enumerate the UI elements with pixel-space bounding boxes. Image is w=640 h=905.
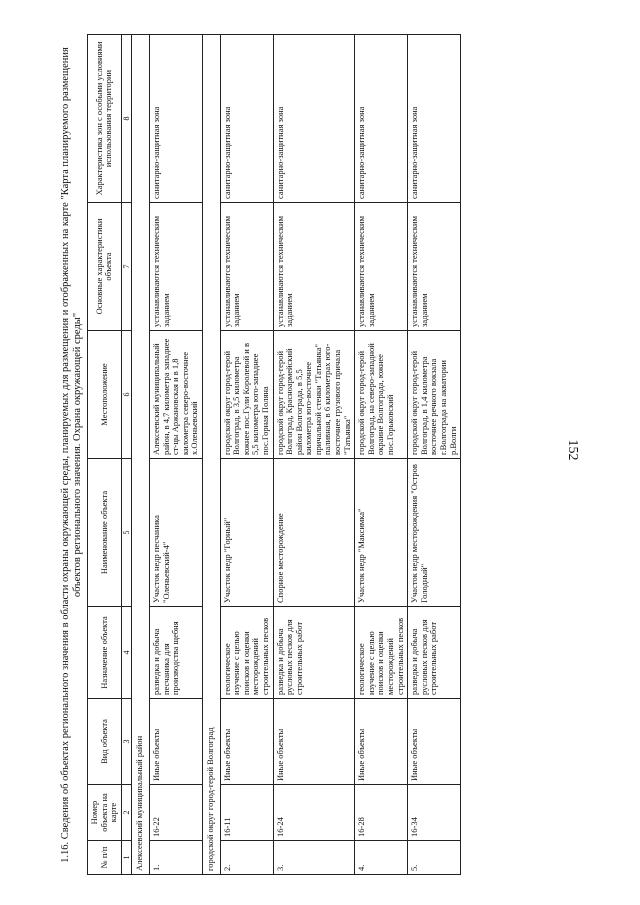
table-row	[149, 35, 202, 875]
cell-zones: санитарно-защитная зона	[149, 35, 202, 203]
section-title: городской округ город-герой Волгоград	[202, 35, 220, 875]
cell-purpose: разведка и добыча русловых песков для строительных работ	[408, 607, 461, 699]
column-header: Основные характеристики объекта	[88, 203, 122, 331]
column-header: Номер объекта на карте	[88, 785, 122, 841]
cell-zones: санитарно-защитная зона	[408, 35, 461, 203]
cell-map-number: 16-24	[273, 785, 355, 841]
cell-number: 3.	[273, 841, 355, 875]
cell-number: 2.	[220, 841, 273, 875]
cell-purpose: разведка и добыча русловых песков для строительных работ	[273, 607, 355, 699]
column-header: № п/п	[88, 841, 122, 875]
section-title: Алексеевский муниципальный район	[132, 35, 150, 875]
objects-table	[87, 34, 461, 875]
cell-kind: Иные объекты	[273, 699, 355, 785]
column-header: Характеристика зон с особыми условиями использования территории	[88, 35, 122, 203]
cell-name: Участок недр месторождения "Остров Голодный"	[408, 459, 461, 607]
cell-purpose: геологическое изучение с целью поисков и оценки месторождений строительных песков	[355, 607, 408, 699]
column-number: 7	[121, 203, 132, 331]
document-heading: 1.16. Сведения об объектах регионального значения в области охраны окружающей среды, планируемых для размещения и отображенных на карте "Карта планируемого размещения объектов регионального значения. Охрана окружающей среды"	[60, 47, 83, 863]
column-number: 4	[121, 607, 132, 699]
rotated-document	[60, 35, 620, 875]
cell-kind: Иные объекты	[220, 699, 273, 785]
column-header: Назначение объекта	[88, 607, 122, 699]
header-row	[88, 35, 122, 875]
cell-map-number: 16-34	[408, 785, 461, 841]
table-body	[132, 35, 461, 875]
cell-purpose: разведка и добыча песчаника для производства щебня	[149, 607, 202, 699]
column-header: Местоположение	[88, 331, 122, 459]
table-row	[220, 35, 273, 875]
cell-purpose: геологическое изучение с целью поисков и оценки месторождений строительных песков	[220, 607, 273, 699]
column-number: 2	[121, 785, 132, 841]
cell-map-number: 16-28	[355, 785, 408, 841]
column-number: 1	[121, 841, 132, 875]
cell-kind: Иные объекты	[355, 699, 408, 785]
cell-number: 4.	[355, 841, 408, 875]
cell-kind: Иные объекты	[408, 699, 461, 785]
table-row	[273, 35, 355, 875]
column-number: 6	[121, 331, 132, 459]
cell-characteristics: устанавливаются техническим заданием	[220, 203, 273, 331]
cell-characteristics: устанавливаются техническим заданием	[149, 203, 202, 331]
cell-characteristics: устанавливаются техническим заданием	[273, 203, 355, 331]
cell-zones: санитарно-защитная зона	[220, 35, 273, 203]
column-number-row	[121, 35, 132, 875]
cell-map-number: 16-11	[220, 785, 273, 841]
cell-name: Спорное месторождение	[273, 459, 355, 607]
column-header: Наименование объекта	[88, 459, 122, 607]
cell-zones: санитарно-защитная зона	[355, 35, 408, 203]
cell-characteristics: устанавливаются техническим заданием	[408, 203, 461, 331]
section-row	[202, 35, 220, 875]
cell-name: Участок недр "Максимка"	[355, 459, 408, 607]
page-number: 152	[565, 439, 580, 461]
cell-number: 1.	[149, 841, 202, 875]
column-number: 3	[121, 699, 132, 785]
section-row	[132, 35, 150, 875]
cell-kind: Иные объекты	[149, 699, 202, 785]
table-row	[408, 35, 461, 875]
column-number: 5	[121, 459, 132, 607]
cell-location: Алексеевский муниципальный район, в 4,7 километра западнее ст-цы Аржановская и в 1,8 километра северо-восточнее х.Оленьевский	[149, 331, 202, 459]
table-row	[355, 35, 408, 875]
column-number: 8	[121, 35, 132, 203]
cell-map-number: 16-22	[149, 785, 202, 841]
cell-location: городской округ город-герой Волгоград, в 1,4 километра восточнее речного вокзала г.Волгограда на акватории р.Волги	[408, 331, 461, 459]
cell-characteristics: устанавливаются техническим заданием	[355, 203, 408, 331]
column-header: Вид объекта	[88, 699, 122, 785]
cell-name: Участок недр "Горный"	[220, 459, 273, 607]
cell-location: городской округ город-герой Волгоград, в 3,5 километра южнее пос.Гули Королевой и в 5,5 километра юго-западнее пос.Горная Поляна	[220, 331, 273, 459]
cell-name: Участок недр песчаника "Оленьевский-4"	[149, 459, 202, 607]
cell-location: городской округ город-герой Волгоград, на северо-западной окраине Волгограда, южнее пос.Горьковский	[355, 331, 408, 459]
cell-zones: санитарно-защитная зона	[273, 35, 355, 203]
cell-number: 5.	[408, 841, 461, 875]
cell-location: городской округ город-герой Волгоград, Красноармейский район Волгограда, в 5,5 километра юго-восточнее причальной стенки "Татьянка" паливная, в 6 километрах юго-восточнее грузового причала "Татьянка"	[273, 331, 355, 459]
